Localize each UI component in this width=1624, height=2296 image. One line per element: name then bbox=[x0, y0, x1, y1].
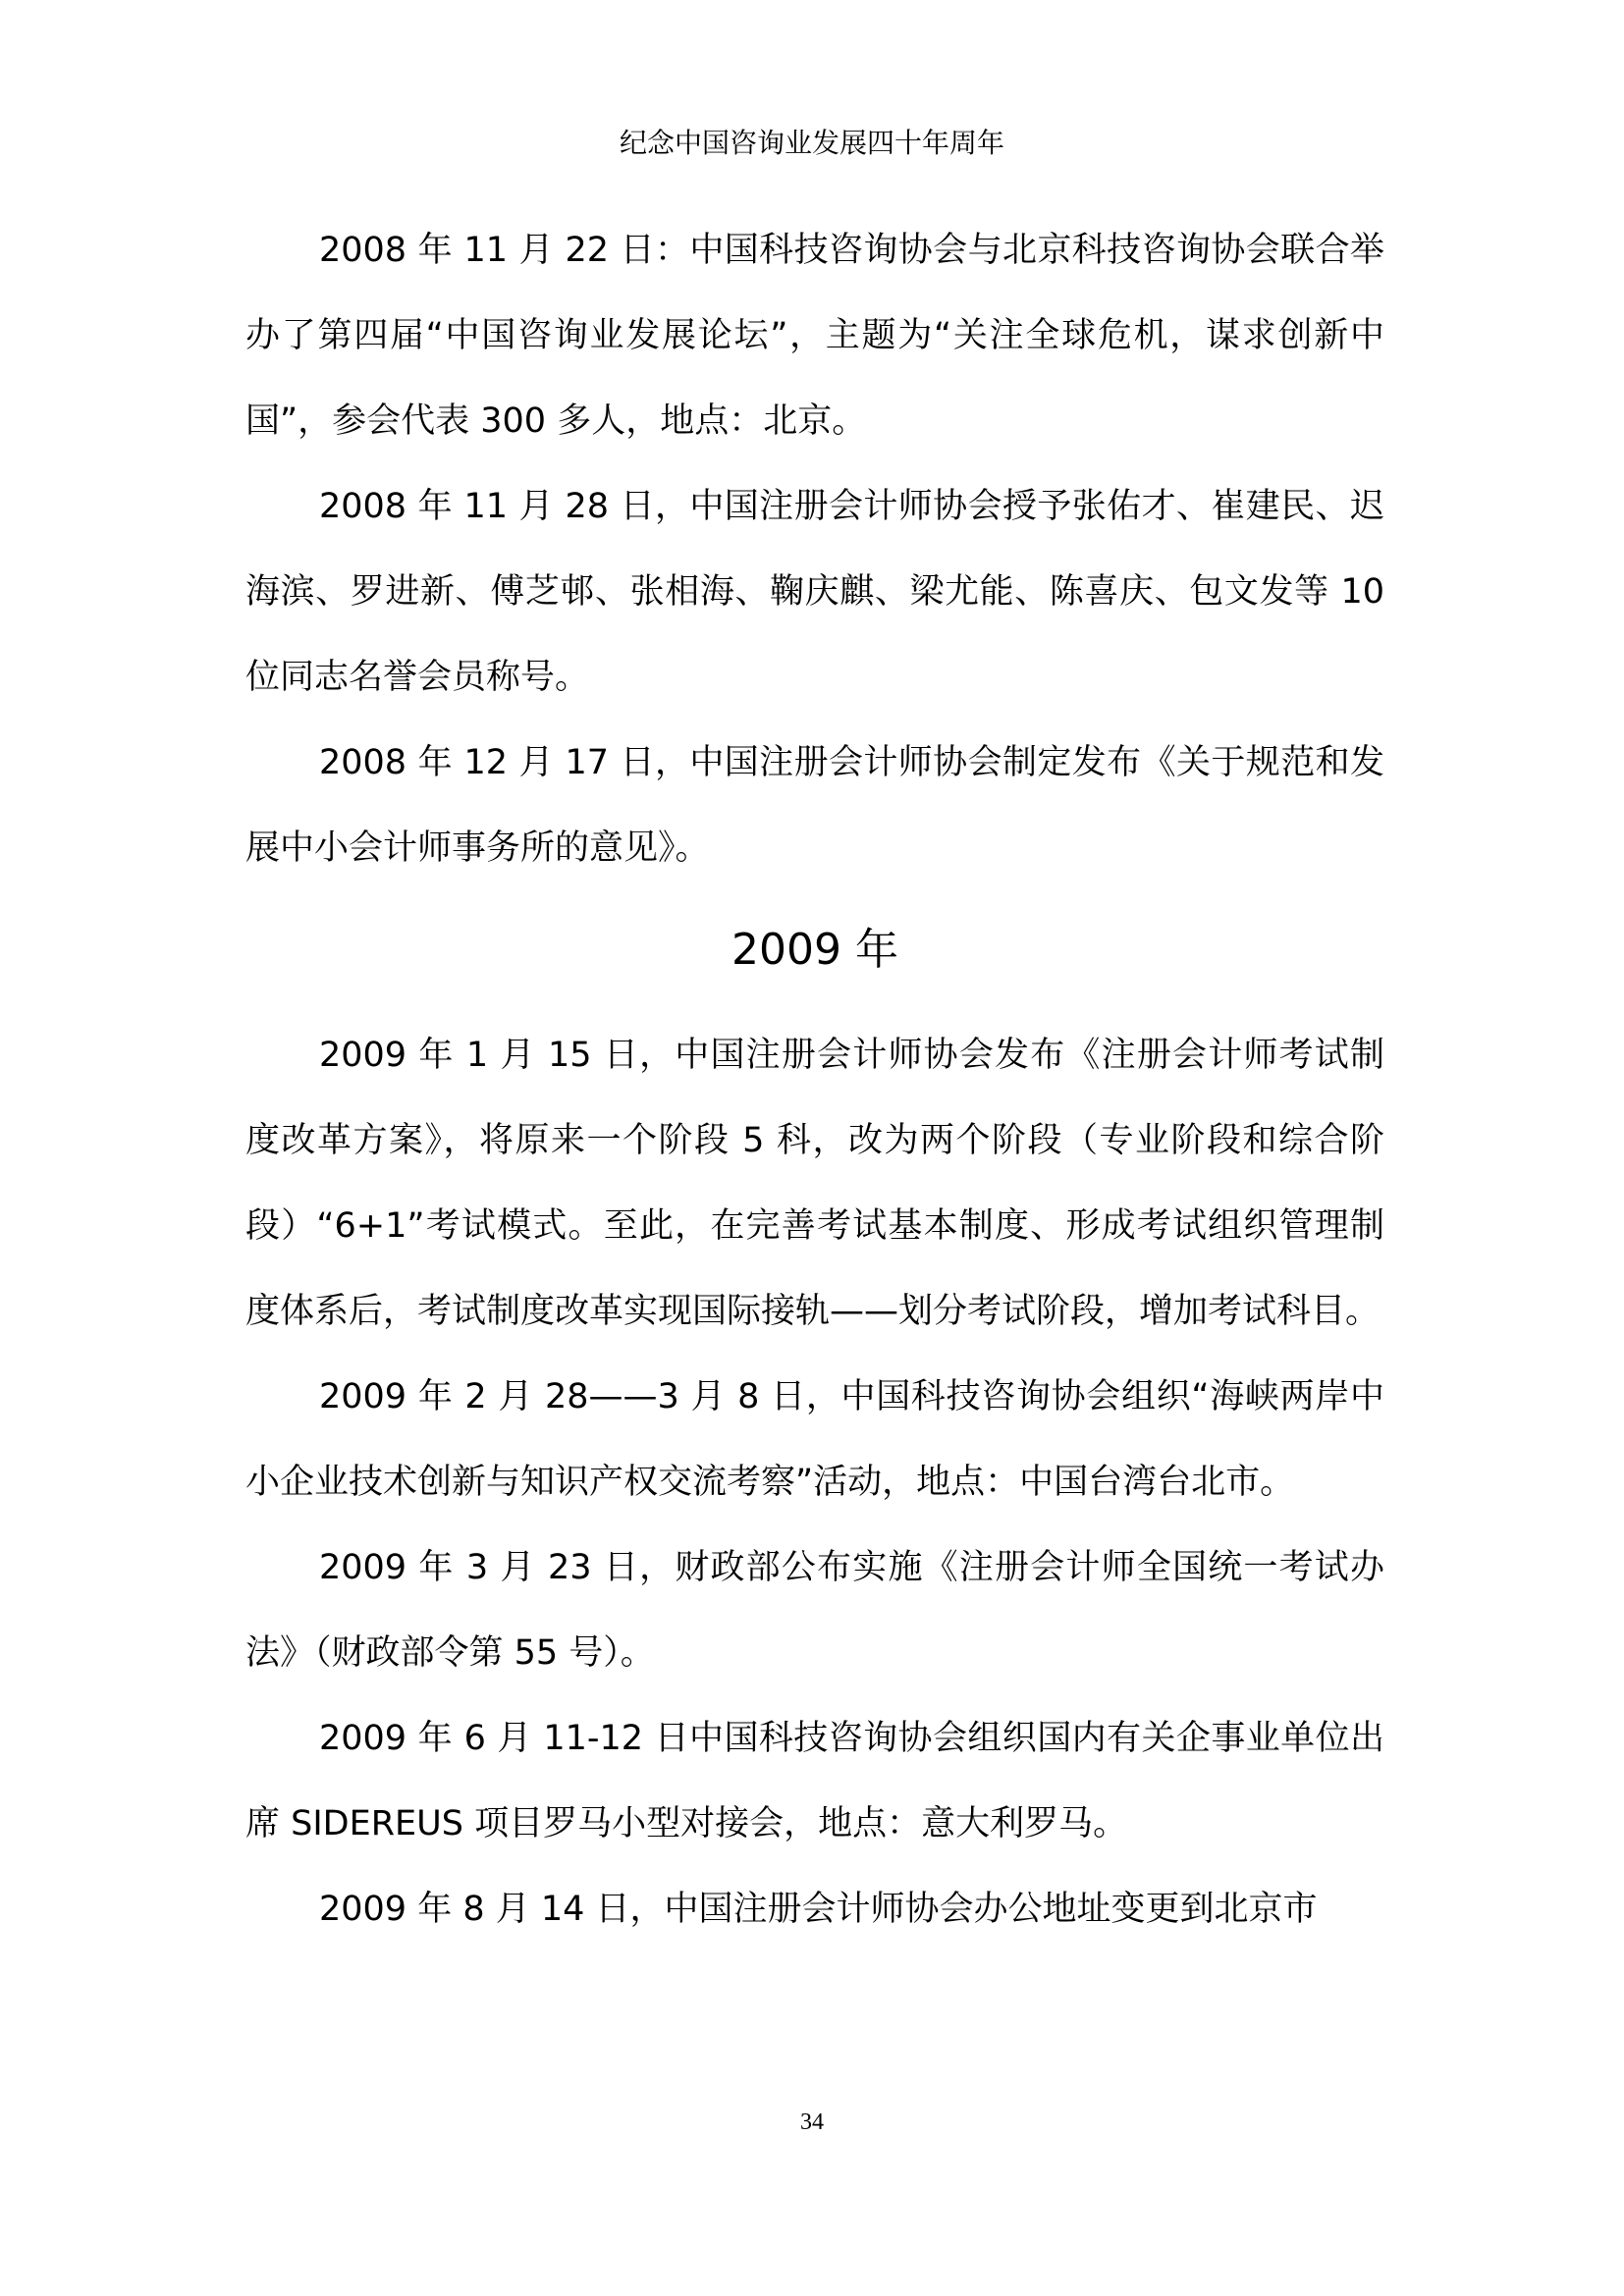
paragraph-2008-12-17: 2008 年 12 月 17 日，中国注册会计师协会制定发布《关于规范和发展中小会计师事务所的意见》。 bbox=[245, 743, 1384, 868]
document-body bbox=[245, 208, 1384, 1952]
page-number: 34 bbox=[800, 2109, 824, 2135]
paragraph-2009-06-11: 2009 年 6 月 11-12 日中国科技咨询协会组织国内有关企事业单位出席 SIDEREUS 项目罗马小型对接会，地点：意大利罗马。 bbox=[245, 1719, 1384, 1843]
year-heading-2009: 2009 年 bbox=[731, 925, 898, 975]
paragraph-2008-11-28: 2008 年 11 月 28 日，中国注册会计师协会授予张佑才、崔建民、迟海滨、罗进新、傅芝邨、张相海、鞠庆麒、梁尤能、陈喜庆、包文发等 10 位同志名誉会员称号。 bbox=[245, 487, 1384, 697]
paragraph-2009-03-23: 2009 年 3 月 23 日，财政部公布实施《注册会计师全国统一考试办法》（财政部令第 55 号）。 bbox=[245, 1548, 1384, 1673]
paragraph-2009-08-14: 2009 年 8 月 14 日，中国注册会计师协会办公地址变更到北京市 bbox=[319, 1890, 1318, 1929]
paragraph-2009-01-15: 2009 年 1 月 15 日，中国注册会计师协会发布《注册会计师考试制度改革方案》，将原来一个阶段 5 科，改为两个阶段（专业阶段和综合阶段）“6+1”考试模式。至此，在完善考试基本制度、形成考试组织管理制度体系后，考试制度改革实现国际接轨——划分考试阶段，增加考试科目。 bbox=[245, 1036, 1384, 1331]
paragraph-2009-02-28: 2009 年 2 月 28——3 月 8 日，中国科技咨询协会组织“海峡两岸中小企业技术创新与知识产权交流考察”活动，地点：中国台湾台北市。 bbox=[245, 1377, 1384, 1502]
paragraph-2008-11-22: 2008 年 11 月 22 日：中国科技咨询协会与北京科技咨询协会联合举办了第四届“中国咨询业发展论坛”，主题为“关注全球危机，谋求创新中国”，参会代表 300 多人，地点：北京。 bbox=[245, 231, 1384, 441]
page-header: 纪念中国咨询业发展四十年周年 bbox=[619, 127, 1004, 159]
